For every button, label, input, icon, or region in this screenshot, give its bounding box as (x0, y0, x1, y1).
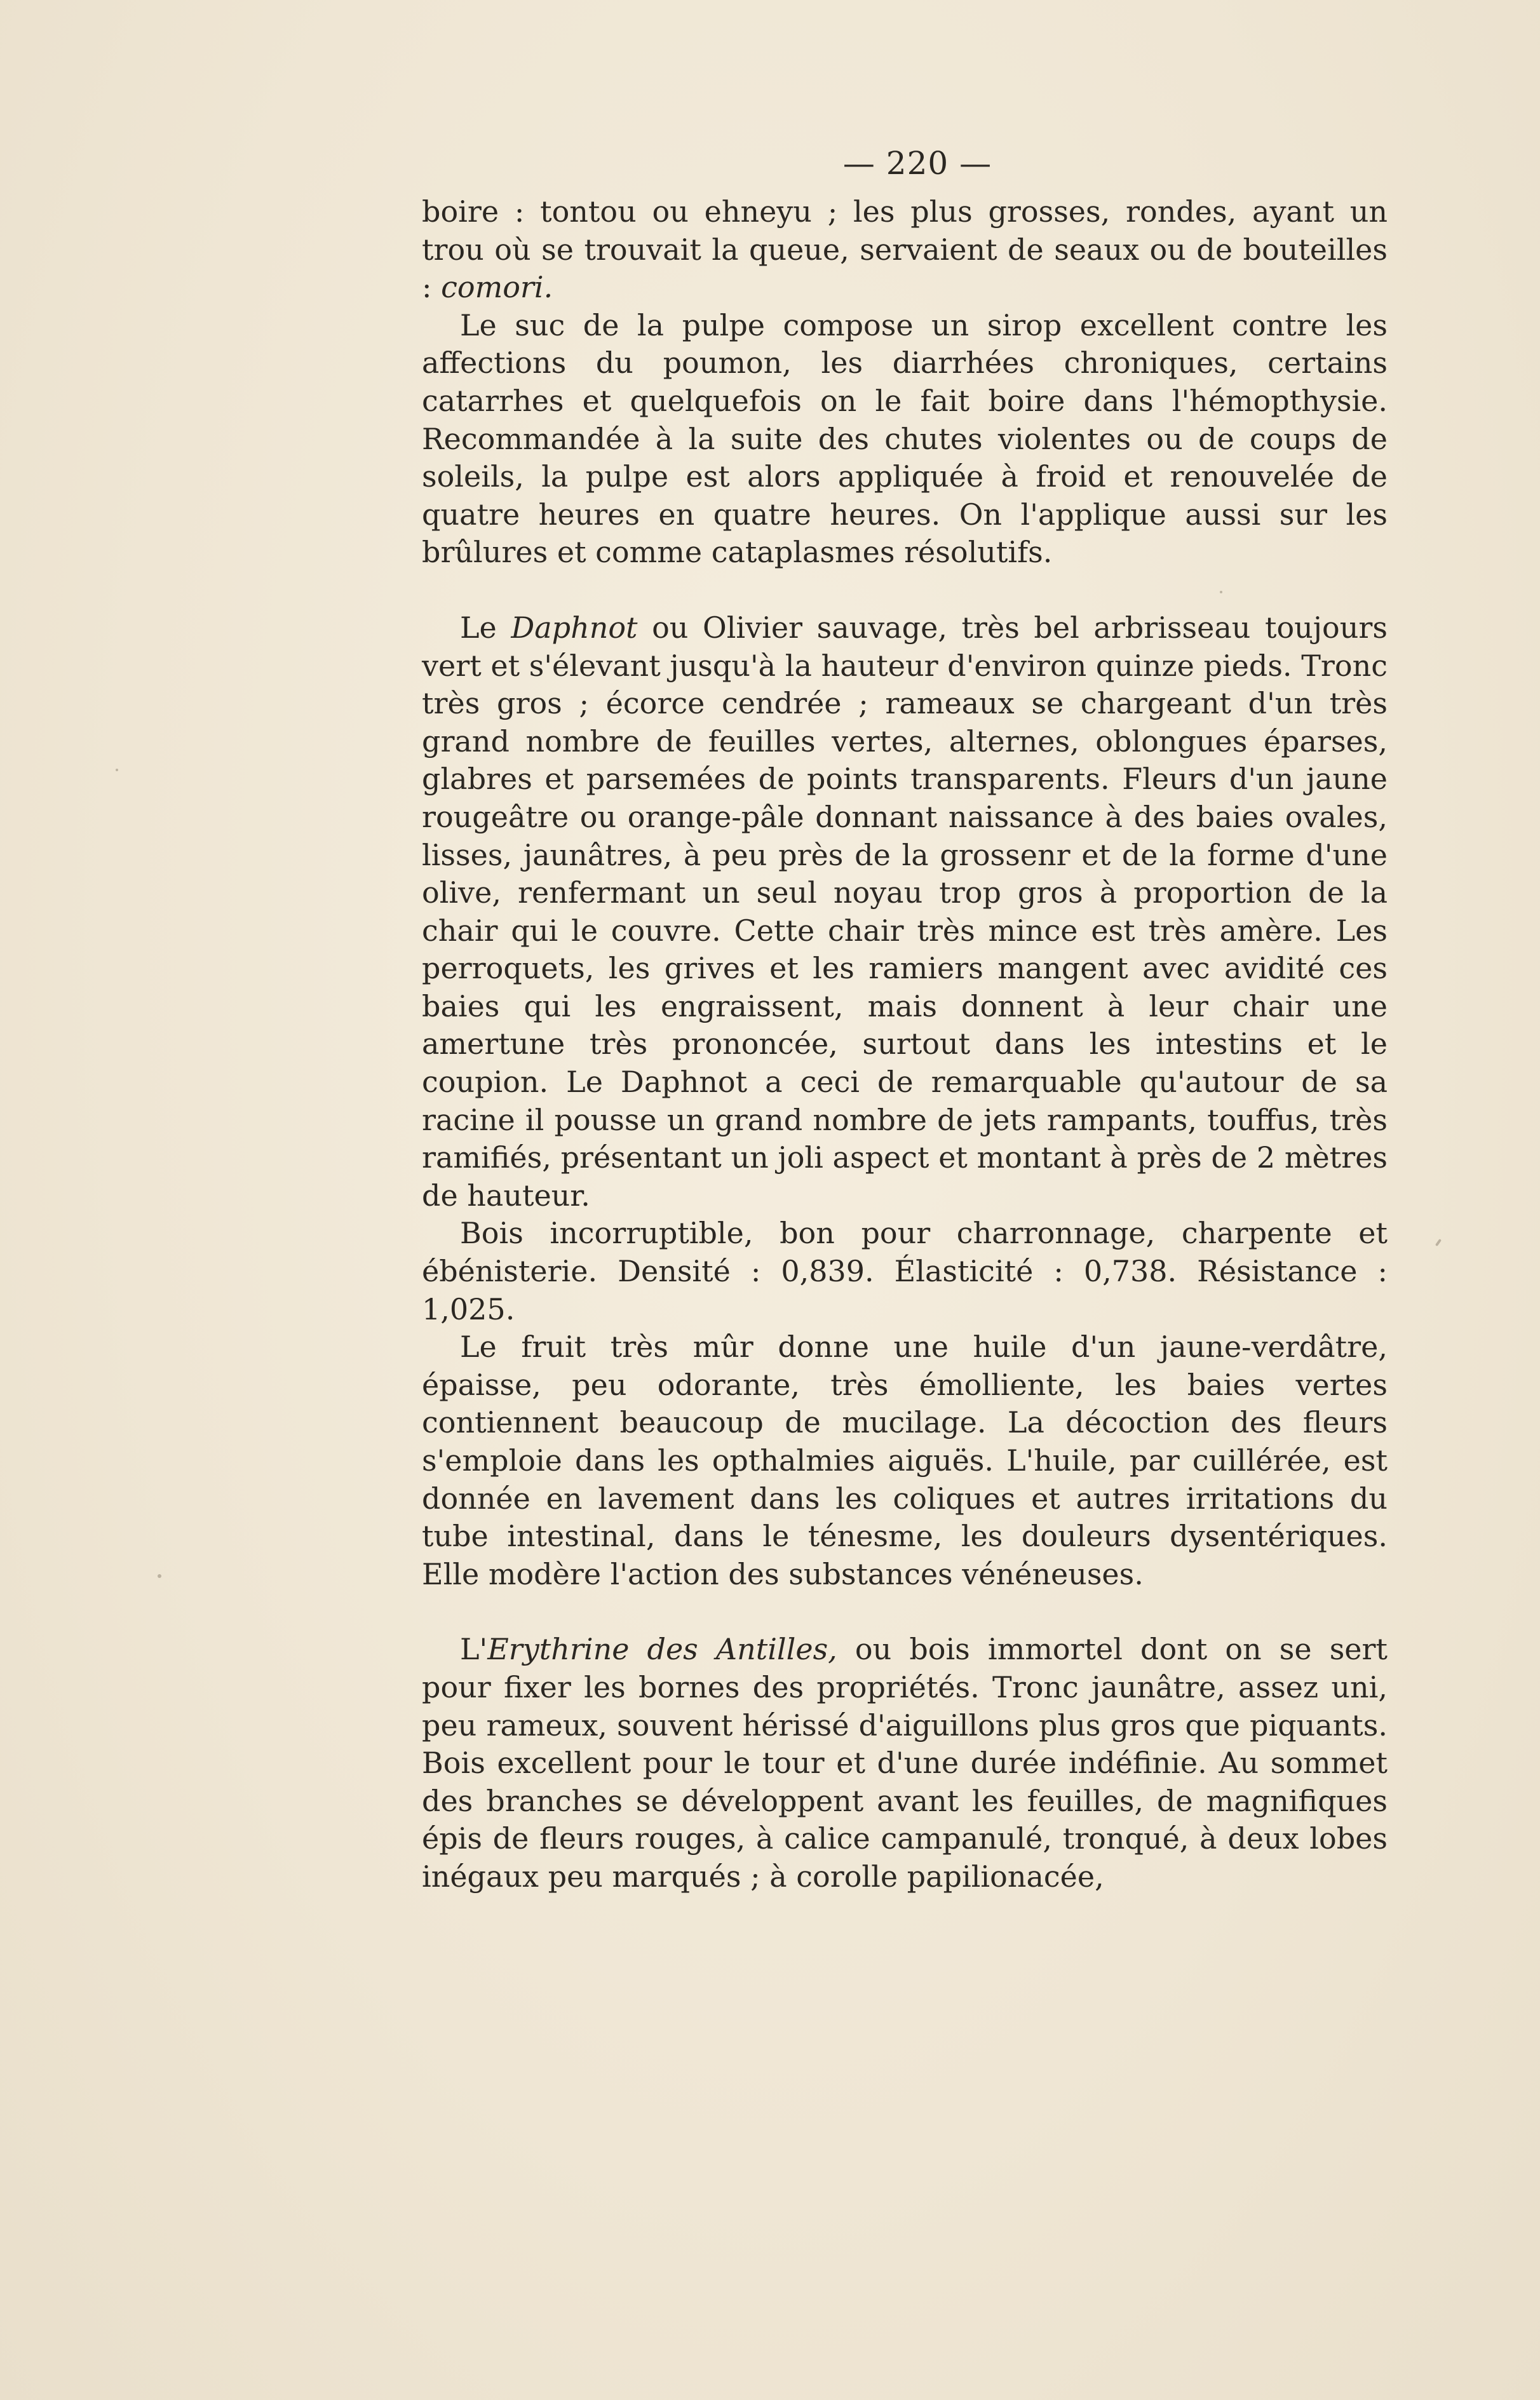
text-segment: ou bois immortel dont on se sert pour fixer les bornes des propriétés. Tronc jaunâtre, assez uni, peu rameux, souvent hérissé d'aiguillons plus gros que piquants. Bois excellent pour le tour et d'une durée indéfinie. Au sommet des branches se développent avant les feuilles, de magnifiques épis de fleurs rouges, à calice campanulé, tronqué, à deux lobes inégaux peu marqués ; à corolle papilionacée, (422, 1632, 1388, 1894)
paragraph (422, 609, 1388, 1215)
paragraph (422, 1631, 1388, 1896)
italic-text-segment: comori. (441, 270, 553, 305)
text-segment: boire : tontou ou ehneyu ; les plus grosses, rondes, ayant un trou où se trouvait la queue, servaient de seaux ou de bouteilles : (422, 194, 1388, 305)
page-number: — 220 — (842, 145, 992, 182)
text-segment: Le suc de la pulpe compose un sirop excellent contre les affections du poumon, les diarrhées chroniques, certains catarrhes et quelquefois on le fait boire dans l'hémopthysie. Recommandée à la suite des chutes violentes ou de coups de soleils, la pulpe est alors appliquée à froid et renouvelée de quatre heures en quatre heures. On l'applique aussi sur les brûlures et comme cataplasmes résolutifs. (422, 307, 1388, 570)
paragraph (422, 193, 1388, 307)
paragraph (422, 307, 1388, 572)
paragraph-gap (422, 572, 1388, 609)
text-segment: Bois incorruptible, bon pour charronnage, charpente et ébénisterie. Densité : 0,839. Élasticité : 0,738. Résistance : 1,025. (422, 1216, 1388, 1326)
paragraph (422, 1215, 1388, 1328)
italic-text-segment: Erythrine des Antilles, (487, 1632, 837, 1667)
italic-text-segment: Daphnot (511, 610, 638, 645)
paragraph-gap (422, 1593, 1388, 1631)
text-segment: Le fruit très mûr donne une huile d'un jaune-verdâtre, épaisse, peu odorante, très émolliente, les baies vertes contiennent beaucoup de mucilage. La décoction des fleurs s'emploie dans les opthalmies aiguës. L'huile, par cuillérée, est donnée en lavement dans les coliques et autres irritations du tube intestinal, dans le ténesme, les douleurs dysentériques. Elle modère l'action des substances vénéneuses. (422, 1330, 1388, 1591)
text-segment: Le (460, 610, 511, 645)
paragraph (422, 1328, 1388, 1593)
text-segment: ou Olivier sauvage, très bel arbrisseau toujours vert et s'élevant jusqu'à la hauteur d'environ quinze pieds. Tronc très gros ; écorce cendrée ; rameaux se chargeant d'un très grand nombre de feuilles vertes, alternes, oblongues éparses, glabres et parsemées de points transparents. Fleurs d'un jaune rougeâtre ou orange-pâle donnant naissance à des baies ovales, lisses, jaunâtres, à peu près de la grossenr et de la forme d'une olive, renfermant un seul noyau trop gros à proportion de la chair qui le couvre. Cette chair très mince est très amère. Les perroquets, les grives et les ramiers mangent avec avidité ces baies qui les engraissent, mais donnent à leur chair une amertune très prononcée, surtout dans les intestins et le coupion. Le Daphnot a ceci de remarquable qu'autour de sa racine il pousse un grand nombre de jets rampants, touffus, très ramifiés, présentant un joli aspect et montant à près de 2 mètres de hauteur. (422, 610, 1388, 1213)
text-column (422, 133, 1388, 1896)
paragraphs (422, 193, 1388, 1896)
text-segment: L' (460, 1632, 488, 1667)
